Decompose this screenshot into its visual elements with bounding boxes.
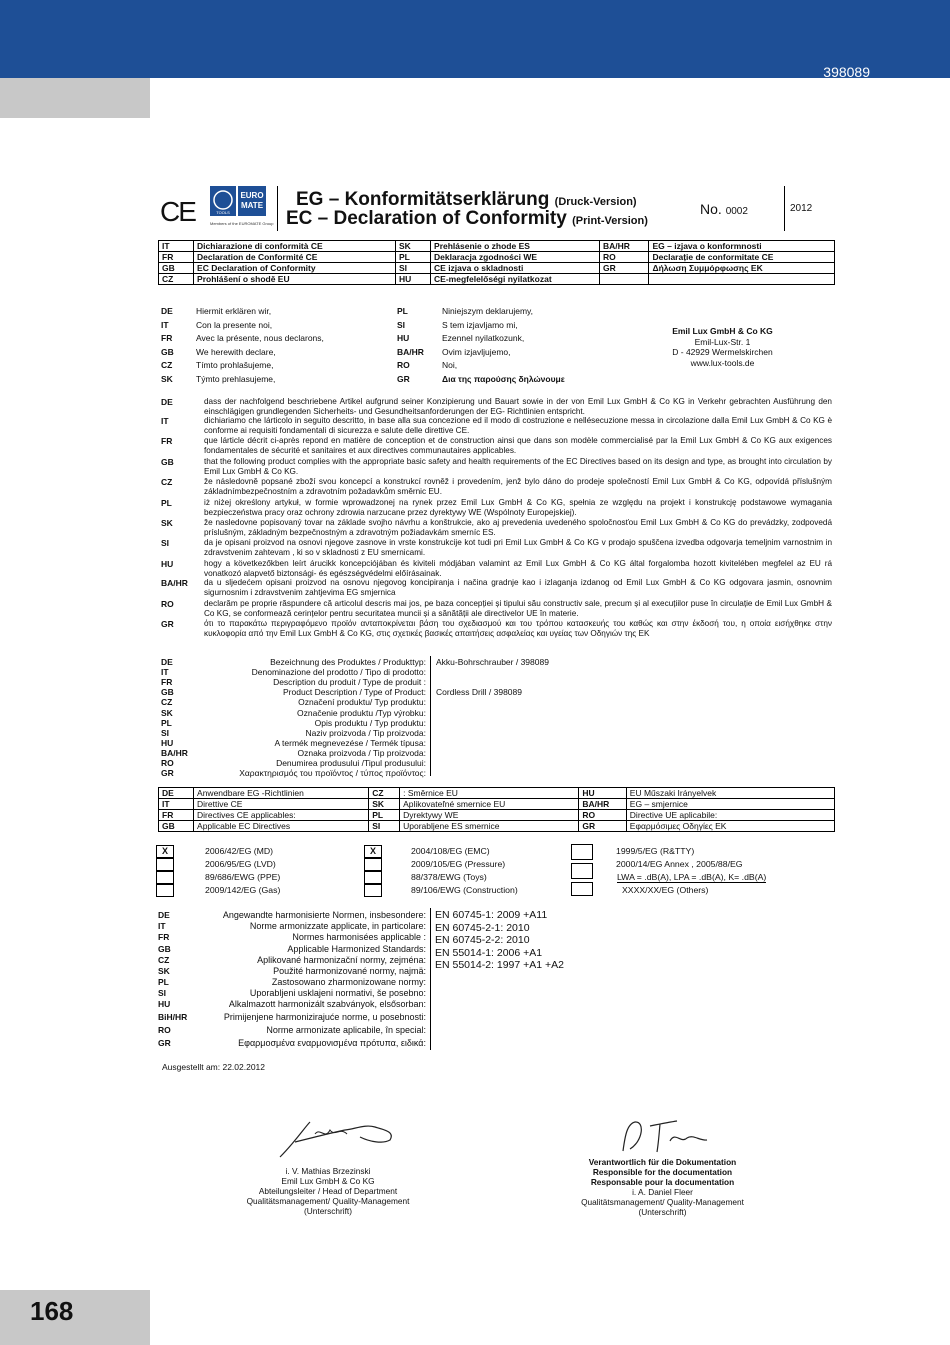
table-cell: IT xyxy=(159,799,194,810)
table-cell: Applicable EC Directives xyxy=(194,821,369,832)
table-cell: Uporabljene ES smernice xyxy=(400,821,579,832)
table-cell: Directive UE aplicabile: xyxy=(626,810,834,821)
lang-code: SK xyxy=(161,518,173,528)
product-value-gb: Cordless Drill / 398089 xyxy=(436,687,522,697)
product-label: Opis produktu / Typ produktu: xyxy=(314,717,426,728)
ce-mark: CE xyxy=(160,196,195,227)
lang-code: DE xyxy=(158,910,170,920)
norm-label: Angewandte harmonisierte Normen, insbesondere: xyxy=(222,910,426,920)
signature-line: Emil Lux GmbH & Co KG xyxy=(281,1176,375,1186)
lang-code: CZ xyxy=(161,697,173,708)
divider xyxy=(784,186,785,231)
directive-label: 2000/14/EG Annex , 2005/88/EG xyxy=(616,859,743,869)
standards-list xyxy=(435,909,564,972)
table-cell: RO xyxy=(600,252,649,263)
doc-number: No. 0002 xyxy=(700,201,748,217)
declare-text: Tímto prohlašujeme, xyxy=(196,360,274,371)
product-label: Naziv proizvoda / Tip proizvoda: xyxy=(305,727,426,738)
table-cell: Aplikovateľné smernice EU xyxy=(400,799,579,810)
norm-label: Applicable Harmonized Standards: xyxy=(287,944,426,954)
declare-text: Δια της παρούσης δηλώνουμε xyxy=(442,374,565,384)
table-cell: EC Declaration of Conformity xyxy=(194,263,396,274)
directive-label: 88/378/EWG (Toys) xyxy=(411,872,487,882)
euromate-logo xyxy=(210,186,274,228)
lang-code: IT xyxy=(158,921,166,931)
product-label: Denominazione del prodotto / Tipo di prodotto: xyxy=(251,667,426,678)
lang-code: CZ xyxy=(161,477,173,487)
table-row xyxy=(159,274,835,285)
page-number-box xyxy=(0,1290,150,1345)
table-cell: Directives CE applicables: xyxy=(194,810,369,821)
title-en: EC – Declaration of Conformity (Print-Version) xyxy=(286,208,648,229)
lang-code: PL xyxy=(161,717,172,728)
signature-line: Qualitätsmanagement/ Quality-Management xyxy=(246,1196,410,1206)
lang-code: SI xyxy=(161,538,170,548)
svg-text:MATE: MATE xyxy=(240,201,264,210)
lang-code: GR xyxy=(161,768,174,779)
signature-line: (Unterschrift) xyxy=(638,1207,687,1217)
table-cell: BA/HR xyxy=(600,241,649,252)
conformity-text: dass der nachfolgend beschriebene Artikel aufgrund seiner Konzipierung und Bauart sowie in der von Emil Lux GmbH & Co KG in Verkehr gebrachten Ausführung den einschlägigen grundlegenden Sicherheits- und Gesundheitsanforderungen der EG- Richtlinien entspricht. xyxy=(204,397,832,416)
table-row xyxy=(159,263,835,274)
signature-right xyxy=(615,1116,715,1158)
table-row xyxy=(159,241,835,252)
conformity-text: da je opisani proizvod na osnovi njegove zasnove in vrste konstrukcije kot tudi pri Emil Lux GmbH & Co KG v prodajo spuščena izvedba odgovarja temeljnim varnostnim in zdravstvenim zahtevam , ki so v skladnosti z EU smernicami. xyxy=(204,538,832,557)
table-cell: Dichiarazione di conformità CE xyxy=(194,241,396,252)
declare-text: Noi, xyxy=(442,360,458,371)
lang-code: GR xyxy=(161,619,174,629)
table-cell: HU xyxy=(396,274,431,285)
directive-label: 1999/5/EG (R&TTY) xyxy=(616,846,695,856)
directive-checkbox[interactable] xyxy=(156,884,174,897)
lang-code: FR xyxy=(158,932,170,942)
product-label: Označenie produktu /Typ výrobku: xyxy=(297,707,426,718)
lang-code: HU xyxy=(158,999,171,1009)
conformity-text: že následovně popsané zboží svou koncepcí a konstrukcí rovněž i provedením, jenž bylo dáno do prodeje společností Emil Lux GmbH & Co KG, odpovídá příslušným základnímbezpečnostním a zdravotním požadavkům směrnic EU. xyxy=(204,477,832,496)
lang-code: BiH/HR xyxy=(158,1012,188,1022)
product-label: Product Description / Type of Product: xyxy=(283,687,426,698)
conformity-text: ότι το παρακάτω περιγραφόμενο προϊόν ανταποκρίνεται βάση του σχεδιασμού και του τρόπου κατασκευής του καθώς και στην έκδοσή του, η οποία εισήχθηκε στην κυκλοφορία από την Emil Lux GmbH & Co KG, στις σχετικές βασικές απαιτήσεις ασφαλείας και υγείας των Οδηγιών της ΕΚ xyxy=(204,619,832,638)
directive-label: 2006/42/EG (MD) xyxy=(205,846,274,856)
lang-code: PL xyxy=(161,498,172,508)
conformity-text: dichiariamo che lárticolo in seguito descritto, in base alla sua concezione ed il modo di costruzione e nellésecuzione messa in circolazione dalla Emil Lux GmbH & Co KG è conforme ai requisiti fondamentali di sicurezza e salute delle direttive CE. xyxy=(204,416,832,435)
directive-label: XXXX/XX/EG (Others) xyxy=(622,885,709,895)
product-label: Χαρακτηρισμός του προϊόντος / τύπος προϊόντος: xyxy=(239,768,426,779)
norm-label: Primijenjene harmonizirajuće norme, u posebnosti: xyxy=(223,1012,426,1022)
norm-label: Εφαρμοσμένα εναρμονισμένα πρότυπα, ειδικά: xyxy=(238,1038,426,1048)
directive-checkbox[interactable] xyxy=(571,882,593,896)
table-cell: GR xyxy=(600,263,649,274)
language-table xyxy=(158,240,835,285)
lang-code: GB xyxy=(161,457,174,467)
conformity-text: iż niżej określony artykuł, w formie wprowadzonej na rynek przez Emil Lux GmbH & Co KG, spełnia ze względu na projekt i konstrukcję podstawowe wymagania bezpieczeństwa pracy oraz ochrony zdrowia narzucane przez dyrektywy WE (Wspólnoty Europejskiej). xyxy=(204,498,832,517)
directive-checkbox[interactable] xyxy=(571,844,593,860)
table-cell: PL xyxy=(396,252,431,263)
lang-code: CZ xyxy=(161,360,173,371)
signature-line: Responsable pour la documentation xyxy=(590,1177,735,1187)
table-cell: RO xyxy=(579,810,626,821)
conformity-text: que lárticle décrit ci-après repond en matière de conception et de construction ainsi que dans son modèle commercialisé par la Emil Lux GmbH & Co KG aux exigences fondamentales de sécurité et sanitaires et aux directives communautaires applicables. xyxy=(204,436,832,455)
lang-code: GB xyxy=(158,944,171,954)
signature-line: Abteilungsleiter / Head of Department xyxy=(258,1186,398,1196)
table-cell: Declaration de Conformité CE xyxy=(194,252,396,263)
conformity-text: da u sljedećem opisani proizvod na osnovu njegovog koncipiranja i načina gradnje kao i izlaganja izdanog od Emil Lux GmbH & Co KG odgovara jasmin, osnovnim sigurnosnim i zdravstvenim zahtjevima EG smjernica xyxy=(204,578,832,597)
table-cell: Anwendbare EG -Richtlinien xyxy=(194,788,369,799)
lang-code: RO xyxy=(158,1025,171,1035)
doc-year: 2012 xyxy=(790,203,813,214)
signature-left-caption xyxy=(228,1166,428,1216)
lang-code: HU xyxy=(161,559,174,569)
table-cell: GR xyxy=(579,821,626,832)
signature-right-caption xyxy=(550,1157,775,1217)
lang-code: IT xyxy=(161,319,169,330)
directive-checkbox[interactable]: X xyxy=(364,845,382,858)
directive-label: 89/686/EWG (PPE) xyxy=(205,872,281,882)
table-cell: SI xyxy=(369,821,400,832)
directive-table xyxy=(158,787,835,832)
lang-code: FR xyxy=(161,436,173,446)
svg-text:EURO: EURO xyxy=(240,191,264,200)
table-cell: SI xyxy=(396,263,431,274)
lang-code: SI xyxy=(161,727,170,738)
table-cell: Δήλωση Συμμόρφωσης ΕΚ xyxy=(649,263,835,274)
lang-code: FR xyxy=(161,333,173,344)
table-cell: CE-megfelelőségi nyilatkozat xyxy=(431,274,600,285)
signature-left xyxy=(275,1112,405,1164)
directive-checkbox[interactable]: X xyxy=(156,845,174,858)
norm-label: Uporabljeni usklajeni normativi, še posebno: xyxy=(249,988,426,998)
declare-text: Ezennel nyilatkozunk, xyxy=(442,333,525,344)
lang-code: BA/HR xyxy=(161,747,188,758)
table-cell: GB xyxy=(159,263,194,274)
table-cell: FR xyxy=(159,810,194,821)
directive-label: 2006/95/EG (LVD) xyxy=(205,859,276,869)
lang-code: PL xyxy=(158,977,169,987)
product-label: Description du produit / Type de produit : xyxy=(273,677,426,688)
table-row xyxy=(159,799,835,810)
signature-line: i. A. Daniel Fleer xyxy=(632,1187,693,1197)
signature-line: Verantwortlich für die Dokumentation xyxy=(588,1157,737,1167)
lang-code: GB xyxy=(161,687,174,698)
declare-text: Con la presente noi, xyxy=(196,319,273,330)
table-cell: PL xyxy=(369,810,400,821)
lang-code: DE xyxy=(161,397,173,407)
product-value-de: Akku-Bohrschrauber / 398089 xyxy=(436,657,549,667)
directive-label: 2004/108/EG (EMC) xyxy=(411,846,490,856)
directive-checkbox[interactable] xyxy=(156,858,174,871)
table-cell: Εφαρμόσιμες Οδηγίες ΕΚ xyxy=(626,821,834,832)
model-number: 398089 xyxy=(823,64,870,80)
norm-label: Norme armonizzate applicate, in particolare: xyxy=(249,921,426,931)
lang-code: PL xyxy=(397,306,408,316)
svg-text:TOOLS: TOOLS xyxy=(216,210,230,215)
conformity-text: hogy a következőkben leírt árucikk koncepciójában és kiviteli módjában valamint az Emil Lux GmbH & Co KG által forgalomba hozott kivitelében megfelel az EU rá vonatkozó alapvető biztonsági- és egészségvédelmi előírásainak. xyxy=(204,559,832,578)
table-cell: HU xyxy=(579,788,626,799)
table-cell: : Směrnice EU xyxy=(400,788,579,799)
lang-code: BA/HR xyxy=(397,346,424,357)
table-row xyxy=(159,788,835,799)
norm-label: Alkalmazott harmonizált szabványok, elsősorban: xyxy=(228,999,426,1009)
table-cell: Prehlásenie o zhode ES xyxy=(431,241,600,252)
table-cell: SK xyxy=(396,241,431,252)
lang-code: HU xyxy=(161,737,174,748)
directive-label: 2009/142/EG (Gas) xyxy=(205,885,281,895)
table-row xyxy=(159,821,835,832)
table-cell: Deklaracja zgodności WE xyxy=(431,252,600,263)
lang-code: RO xyxy=(397,360,410,371)
lang-code: HU xyxy=(397,333,410,344)
lang-code: SK xyxy=(161,707,173,718)
declare-text: Avec la présente, nous declarons, xyxy=(196,333,324,344)
directive-label: LWA = .dB(A), LPA = .dB(A), K= .dB(A) xyxy=(617,872,767,882)
lang-code: RO xyxy=(161,758,174,768)
gray-tab xyxy=(0,78,150,118)
norm-label: Aplikované harmonizační normy, zejména: xyxy=(257,955,426,965)
norm-label: Zastosowano zharmonizowane normy: xyxy=(271,977,426,987)
conformity-text: že nasledovne popisovaný tovar na základe svojho návrhu a konštrukcie, ako aj prevedenia uvedeného spoločnosťou Emil Lux GmbH & Co KG do prevádzky, zodpovedá príslušným, základným bezpečnostným a zdravotným požiadavkám smerníc ES. xyxy=(204,518,832,537)
lang-code: GB xyxy=(161,346,174,357)
table-cell: Direttive CE xyxy=(194,799,369,810)
table-cell: CZ xyxy=(159,274,194,285)
declare-text: Týmto prehlasujeme, xyxy=(196,374,276,384)
standard-item: EN 55014-1: 2006 +A1 xyxy=(435,946,543,959)
standard-item: EN 60745-2-1: 2010 xyxy=(435,921,530,934)
declare-text: We herewith declare, xyxy=(196,346,276,357)
title-de: EG – Konformitätserklärung (Druck-Version) xyxy=(296,189,637,210)
signature-line: Qualitätsmanagement/ Quality-Management xyxy=(581,1197,744,1207)
directive-checkbox[interactable] xyxy=(364,884,382,897)
table-row xyxy=(159,252,835,263)
directive-checkbox[interactable] xyxy=(364,858,382,871)
table-cell: CZ xyxy=(369,788,400,799)
lang-code: FR xyxy=(161,677,173,688)
lang-code: GR xyxy=(158,1038,171,1048)
lang-code: IT xyxy=(161,416,169,426)
lang-code: CZ xyxy=(158,955,170,965)
declare-text: Niniejszym deklarujemy, xyxy=(442,306,534,316)
declare-text: Ovim izjavljujemo, xyxy=(442,346,511,357)
norm-label: Norme armonizate aplicabile, în special: xyxy=(266,1025,426,1035)
lang-code: SI xyxy=(158,988,167,998)
declare-text: S tem izjavljamo mi, xyxy=(442,319,518,330)
signature-line: Responsible for the documentation xyxy=(592,1167,733,1177)
table-cell: BA/HR xyxy=(579,799,626,810)
lang-code: SI xyxy=(397,319,406,330)
table-cell: Prohlášení o shodě EU xyxy=(194,274,396,285)
product-label: A termék megnevezése / Termék típusa: xyxy=(274,737,426,748)
lang-code: DE xyxy=(161,657,173,667)
page-number: 168 xyxy=(30,1296,74,1326)
product-label: Označení produktu/ Typ produktu: xyxy=(298,697,426,708)
directive-checkbox[interactable] xyxy=(156,871,174,884)
table-cell: EU Műszaki Irányelvek xyxy=(626,788,834,799)
table-cell: Dyrektywy WE xyxy=(400,810,579,821)
lang-code: DE xyxy=(161,306,173,316)
table-cell: DE xyxy=(159,788,194,799)
lang-code: IT xyxy=(161,667,169,678)
conformity-text: that the following product complies with the appropriate basic safety and health requirements of the EC Directives based on its design and type, as brought into circulation by Emil Lux GmbH & Co KG. xyxy=(204,457,832,476)
directive-label: 2009/105/EG (Pressure) xyxy=(411,859,506,869)
lang-code: SK xyxy=(161,374,173,384)
table-cell: GB xyxy=(159,821,194,832)
conformity-text: declarăm pe proprie răspundere că articolul descris mai jos, pe baza concepției și tipului său constructiv sale, precum și al execuțiilor puse în circulație de Emil Lux GmbH & Co KG, se conformează cerințelor pentru securitatea muncii și a sănătății ale directivelor UE în materie. xyxy=(204,599,832,618)
standard-item: EN 60745-1: 2009 +A11 xyxy=(435,909,548,921)
lang-code: SK xyxy=(158,966,170,976)
table-cell xyxy=(600,274,649,285)
table-cell: FR xyxy=(159,252,194,263)
product-label: Bezeichnung des Produktes / Produkttyp: xyxy=(270,657,426,667)
lang-code: GR xyxy=(397,374,410,384)
table-cell: SK xyxy=(369,799,400,810)
standard-item: EN 60745-2-2: 2010 xyxy=(435,934,530,946)
divider xyxy=(430,656,431,776)
company-address: Emil Lux GmbH & Co KG Emil-Lux-Str. 1 D - 42929 Wermelskirchen www.lux-tools.de xyxy=(672,326,773,368)
norm-label: Použité harmonizované normy, najmä: xyxy=(273,966,426,976)
table-row xyxy=(159,810,835,821)
table-cell: EG – izjava o konformnosti xyxy=(649,241,835,252)
directive-checkbox[interactable] xyxy=(571,863,593,879)
norm-label: Normes harmonisées applicable : xyxy=(292,932,426,942)
table-cell: EG – smjernice xyxy=(626,799,834,810)
directive-checkbox[interactable] xyxy=(364,871,382,884)
lang-code: RO xyxy=(161,599,174,609)
signature-line: (Unterschrift) xyxy=(304,1206,352,1216)
svg-text:Members of the EUROMATE Group: Members of the EUROMATE Group xyxy=(210,221,274,226)
directive-label: 89/106/EWG (Construction) xyxy=(411,885,518,895)
lang-code: BA/HR xyxy=(161,578,188,588)
signature-line: i. V. Mathias Brzezinski xyxy=(285,1166,371,1176)
declare-text: Hiermit erklären wir, xyxy=(196,306,272,316)
standard-item: EN 55014-2: 1997 +A1 +A2 xyxy=(435,959,565,971)
divider xyxy=(430,908,431,1050)
top-banner xyxy=(0,0,950,78)
table-cell xyxy=(649,274,835,285)
table-cell: IT xyxy=(159,241,194,252)
divider xyxy=(277,186,278,231)
table-cell: Declarație de conformitate CE xyxy=(649,252,835,263)
table-cell: CE izjava o skladnosti xyxy=(431,263,600,274)
issued-date: Ausgestellt am: 22.02.2012 xyxy=(162,1062,266,1072)
product-label: Denumirea produsului /Tipul produsului: xyxy=(276,758,426,768)
product-label: Oznaka proizvoda / Tip proizvoda: xyxy=(297,747,426,758)
